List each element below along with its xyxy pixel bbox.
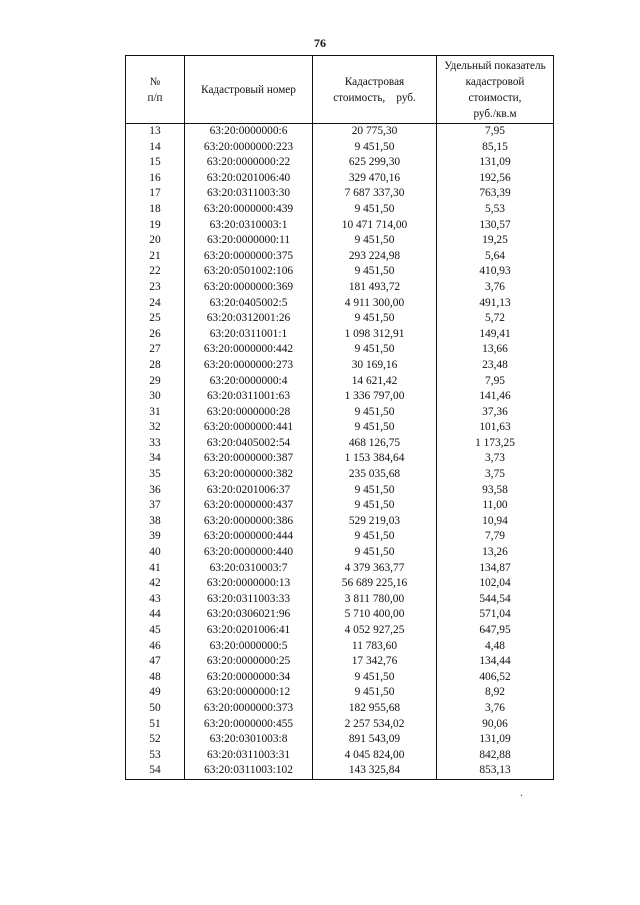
header-cadastral-cost bbox=[313, 56, 437, 124]
specific-index-cell: 101,63 bbox=[437, 420, 554, 436]
specific-index-cell: 19,25 bbox=[437, 233, 554, 249]
specific-index-cell: 131,09 bbox=[437, 155, 554, 171]
cadastral-cost-cell: 4 052 927,25 bbox=[313, 623, 437, 639]
header-index-line1: Удельный показатель bbox=[444, 59, 546, 72]
specific-index-cell: 90,06 bbox=[437, 717, 554, 733]
header-cadastral-number-text: Кадастровый номер bbox=[201, 83, 296, 96]
table-row bbox=[126, 483, 554, 499]
cadastral-number-cell: 63:20:0405002:5 bbox=[185, 296, 313, 312]
specific-index-cell: 13,66 bbox=[437, 342, 554, 358]
cadastral-cost-cell: 9 451,50 bbox=[313, 140, 437, 156]
table-row bbox=[126, 685, 554, 701]
cadastral-number-cell: 63:20:0000000:22 bbox=[185, 155, 313, 171]
table-row bbox=[126, 436, 554, 452]
cadastral-cost-cell: 30 169,16 bbox=[313, 358, 437, 374]
header-number-line1: № bbox=[149, 75, 161, 88]
header-specific-index bbox=[437, 56, 554, 124]
table-row bbox=[126, 155, 554, 171]
cadastral-number-cell: 63:20:0000000:5 bbox=[185, 639, 313, 655]
row-number-cell: 16 bbox=[126, 171, 185, 187]
table-row bbox=[126, 280, 554, 296]
table-row bbox=[126, 342, 554, 358]
cadastral-number-cell: 63:20:0000000:441 bbox=[185, 420, 313, 436]
row-number-cell: 30 bbox=[126, 389, 185, 405]
specific-index-cell: 4,48 bbox=[437, 639, 554, 655]
header-index-line4: руб./кв.м bbox=[473, 107, 517, 120]
row-number-cell: 50 bbox=[126, 701, 185, 717]
row-number-cell: 34 bbox=[126, 451, 185, 467]
cadastral-cost-cell: 9 451,50 bbox=[313, 264, 437, 280]
specific-index-cell: 763,39 bbox=[437, 186, 554, 202]
table-row bbox=[126, 389, 554, 405]
header-cadastral-number bbox=[185, 56, 313, 124]
table-row bbox=[126, 405, 554, 421]
table-row bbox=[126, 218, 554, 234]
cadastral-number-cell: 63:20:0201006:41 bbox=[185, 623, 313, 639]
specific-index-cell: 85,15 bbox=[437, 140, 554, 156]
row-number-cell: 14 bbox=[126, 140, 185, 156]
specific-index-cell: 37,36 bbox=[437, 405, 554, 421]
cadastral-cost-cell: 293 224,98 bbox=[313, 249, 437, 265]
cadastral-cost-cell: 329 470,16 bbox=[313, 171, 437, 187]
table-row bbox=[126, 639, 554, 655]
table-row bbox=[126, 124, 554, 140]
specific-index-cell: 647,95 bbox=[437, 623, 554, 639]
cadastral-number-cell: 63:20:0000000:34 bbox=[185, 670, 313, 686]
row-number-cell: 46 bbox=[126, 639, 185, 655]
row-number-cell: 51 bbox=[126, 717, 185, 733]
cadastral-number-cell: 63:20:0000000:382 bbox=[185, 467, 313, 483]
table-header-row bbox=[126, 56, 554, 124]
specific-index-cell: 141,46 bbox=[437, 389, 554, 405]
row-number-cell: 13 bbox=[126, 124, 185, 140]
stray-mark: . bbox=[520, 785, 523, 799]
specific-index-cell: 3,76 bbox=[437, 280, 554, 296]
cadastral-number-cell: 63:20:0311003:102 bbox=[185, 763, 313, 779]
specific-index-cell: 5,72 bbox=[437, 311, 554, 327]
table-row bbox=[126, 732, 554, 748]
row-number-cell: 48 bbox=[126, 670, 185, 686]
cadastral-number-cell: 63:20:0000000:455 bbox=[185, 717, 313, 733]
cadastral-number-cell: 63:20:0000000:437 bbox=[185, 498, 313, 514]
cadastral-cost-cell: 56 689 225,16 bbox=[313, 576, 437, 592]
row-number-cell: 32 bbox=[126, 420, 185, 436]
cadastral-cost-cell: 2 257 534,02 bbox=[313, 717, 437, 733]
cadastral-number-cell: 63:20:0000000:369 bbox=[185, 280, 313, 296]
cadastral-number-cell: 63:20:0201006:37 bbox=[185, 483, 313, 499]
specific-index-cell: 102,04 bbox=[437, 576, 554, 592]
table-row bbox=[126, 654, 554, 670]
specific-index-cell: 5,64 bbox=[437, 249, 554, 265]
cadastral-cost-cell: 9 451,50 bbox=[313, 483, 437, 499]
cadastral-table bbox=[125, 55, 554, 780]
cadastral-cost-cell: 7 687 337,30 bbox=[313, 186, 437, 202]
cadastral-number-cell: 63:20:0312001:26 bbox=[185, 311, 313, 327]
cadastral-cost-cell: 4 911 300,00 bbox=[313, 296, 437, 312]
cadastral-number-cell: 63:20:0306021:96 bbox=[185, 607, 313, 623]
table-row bbox=[126, 623, 554, 639]
cadastral-number-cell: 63:20:0201006:40 bbox=[185, 171, 313, 187]
row-number-cell: 49 bbox=[126, 685, 185, 701]
cadastral-number-cell: 63:20:0311003:30 bbox=[185, 186, 313, 202]
cadastral-cost-cell: 1 098 312,91 bbox=[313, 327, 437, 343]
cadastral-number-cell: 63:20:0000000:12 bbox=[185, 685, 313, 701]
specific-index-cell: 10,94 bbox=[437, 514, 554, 530]
row-number-cell: 23 bbox=[126, 280, 185, 296]
row-number-cell: 21 bbox=[126, 249, 185, 265]
header-cost-line1: Кадастровая bbox=[344, 75, 405, 88]
specific-index-cell: 1 173,25 bbox=[437, 436, 554, 452]
row-number-cell: 17 bbox=[126, 186, 185, 202]
header-number bbox=[126, 56, 185, 124]
cadastral-number-cell: 63:20:0310003:7 bbox=[185, 561, 313, 577]
cadastral-number-cell: 63:20:0311001:1 bbox=[185, 327, 313, 343]
specific-index-cell: 134,44 bbox=[437, 654, 554, 670]
row-number-cell: 22 bbox=[126, 264, 185, 280]
cadastral-cost-cell: 10 471 714,00 bbox=[313, 218, 437, 234]
specific-index-cell: 11,00 bbox=[437, 498, 554, 514]
row-number-cell: 42 bbox=[126, 576, 185, 592]
table-body bbox=[126, 124, 554, 780]
cadastral-cost-cell: 235 035,68 bbox=[313, 467, 437, 483]
table-row bbox=[126, 514, 554, 530]
specific-index-cell: 13,26 bbox=[437, 545, 554, 561]
row-number-cell: 39 bbox=[126, 529, 185, 545]
row-number-cell: 44 bbox=[126, 607, 185, 623]
row-number-cell: 20 bbox=[126, 233, 185, 249]
cadastral-number-cell: 63:20:0000000:440 bbox=[185, 545, 313, 561]
table-row bbox=[126, 202, 554, 218]
cadastral-cost-cell: 1 153 384,64 bbox=[313, 451, 437, 467]
table-row bbox=[126, 498, 554, 514]
row-number-cell: 52 bbox=[126, 732, 185, 748]
table-row bbox=[126, 763, 554, 779]
specific-index-cell: 544,54 bbox=[437, 592, 554, 608]
specific-index-cell: 406,52 bbox=[437, 670, 554, 686]
specific-index-cell: 149,41 bbox=[437, 327, 554, 343]
cadastral-number-cell: 63:20:0000000:13 bbox=[185, 576, 313, 592]
cadastral-cost-cell: 891 543,09 bbox=[313, 732, 437, 748]
row-number-cell: 24 bbox=[126, 296, 185, 312]
cadastral-cost-cell: 5 710 400,00 bbox=[313, 607, 437, 623]
row-number-cell: 33 bbox=[126, 436, 185, 452]
table-row bbox=[126, 576, 554, 592]
row-number-cell: 37 bbox=[126, 498, 185, 514]
cadastral-number-cell: 63:20:0000000:439 bbox=[185, 202, 313, 218]
cadastral-number-cell: 63:20:0000000:25 bbox=[185, 654, 313, 670]
table-row bbox=[126, 233, 554, 249]
table-row bbox=[126, 249, 554, 265]
table-row bbox=[126, 451, 554, 467]
cadastral-cost-cell: 1 336 797,00 bbox=[313, 389, 437, 405]
table-row bbox=[126, 140, 554, 156]
cadastral-cost-cell: 529 219,03 bbox=[313, 514, 437, 530]
specific-index-cell: 853,13 bbox=[437, 763, 554, 779]
cadastral-number-cell: 63:20:0310003:1 bbox=[185, 218, 313, 234]
cadastral-number-cell: 63:20:0311001:63 bbox=[185, 389, 313, 405]
cadastral-number-cell: 63:20:0000000:373 bbox=[185, 701, 313, 717]
specific-index-cell: 7,79 bbox=[437, 529, 554, 545]
row-number-cell: 54 bbox=[126, 763, 185, 779]
table-row bbox=[126, 529, 554, 545]
specific-index-cell: 3,73 bbox=[437, 451, 554, 467]
table-row bbox=[126, 748, 554, 764]
specific-index-cell: 3,76 bbox=[437, 701, 554, 717]
cadastral-cost-cell: 625 299,30 bbox=[313, 155, 437, 171]
specific-index-cell: 8,92 bbox=[437, 685, 554, 701]
specific-index-cell: 3,75 bbox=[437, 467, 554, 483]
cadastral-cost-cell: 9 451,50 bbox=[313, 545, 437, 561]
specific-index-cell: 571,04 bbox=[437, 607, 554, 623]
cadastral-number-cell: 63:20:0000000:4 bbox=[185, 374, 313, 390]
cadastral-cost-cell: 11 783,60 bbox=[313, 639, 437, 655]
cadastral-cost-cell: 3 811 780,00 bbox=[313, 592, 437, 608]
cadastral-cost-cell: 9 451,50 bbox=[313, 670, 437, 686]
specific-index-cell: 93,58 bbox=[437, 483, 554, 499]
cadastral-number-cell: 63:20:0000000:387 bbox=[185, 451, 313, 467]
cadastral-number-cell: 63:20:0000000:28 bbox=[185, 405, 313, 421]
specific-index-cell: 192,56 bbox=[437, 171, 554, 187]
table-row bbox=[126, 717, 554, 733]
specific-index-cell: 131,09 bbox=[437, 732, 554, 748]
cadastral-cost-cell: 9 451,50 bbox=[313, 405, 437, 421]
cadastral-cost-cell: 468 126,75 bbox=[313, 436, 437, 452]
row-number-cell: 47 bbox=[126, 654, 185, 670]
row-number-cell: 36 bbox=[126, 483, 185, 499]
specific-index-cell: 410,93 bbox=[437, 264, 554, 280]
cadastral-cost-cell: 9 451,50 bbox=[313, 233, 437, 249]
row-number-cell: 27 bbox=[126, 342, 185, 358]
specific-index-cell: 130,57 bbox=[437, 218, 554, 234]
specific-index-cell: 134,87 bbox=[437, 561, 554, 577]
row-number-cell: 41 bbox=[126, 561, 185, 577]
cadastral-cost-cell: 182 955,68 bbox=[313, 701, 437, 717]
row-number-cell: 40 bbox=[126, 545, 185, 561]
table-row bbox=[126, 171, 554, 187]
cadastral-number-cell: 63:20:0000000:444 bbox=[185, 529, 313, 545]
row-number-cell: 29 bbox=[126, 374, 185, 390]
row-number-cell: 53 bbox=[126, 748, 185, 764]
cadastral-number-cell: 63:20:0405002:54 bbox=[185, 436, 313, 452]
specific-index-cell: 491,13 bbox=[437, 296, 554, 312]
cadastral-cost-cell: 9 451,50 bbox=[313, 202, 437, 218]
table-row bbox=[126, 670, 554, 686]
table-row bbox=[126, 607, 554, 623]
table-row bbox=[126, 358, 554, 374]
cadastral-cost-cell: 9 451,50 bbox=[313, 420, 437, 436]
specific-index-cell: 7,95 bbox=[437, 124, 554, 140]
cadastral-number-cell: 63:20:0311003:31 bbox=[185, 748, 313, 764]
row-number-cell: 28 bbox=[126, 358, 185, 374]
cadastral-cost-cell: 20 775,30 bbox=[313, 124, 437, 140]
row-number-cell: 45 bbox=[126, 623, 185, 639]
cadastral-number-cell: 63:20:0311003:33 bbox=[185, 592, 313, 608]
cadastral-number-cell: 63:20:0000000:6 bbox=[185, 124, 313, 140]
specific-index-cell: 5,53 bbox=[437, 202, 554, 218]
row-number-cell: 15 bbox=[126, 155, 185, 171]
cadastral-number-cell: 63:20:0000000:442 bbox=[185, 342, 313, 358]
table-row bbox=[126, 420, 554, 436]
cadastral-number-cell: 63:20:0000000:273 bbox=[185, 358, 313, 374]
specific-index-cell: 7,95 bbox=[437, 374, 554, 390]
row-number-cell: 19 bbox=[126, 218, 185, 234]
cadastral-number-cell: 63:20:0000000:375 bbox=[185, 249, 313, 265]
cadastral-cost-cell: 9 451,50 bbox=[313, 685, 437, 701]
table-row bbox=[126, 186, 554, 202]
specific-index-cell: 23,48 bbox=[437, 358, 554, 374]
cadastral-cost-cell: 17 342,76 bbox=[313, 654, 437, 670]
cadastral-cost-cell: 9 451,50 bbox=[313, 529, 437, 545]
row-number-cell: 18 bbox=[126, 202, 185, 218]
table-row bbox=[126, 701, 554, 717]
table-row bbox=[126, 374, 554, 390]
header-index-line3: стоимости, bbox=[468, 91, 522, 104]
cadastral-number-cell: 63:20:0301003:8 bbox=[185, 732, 313, 748]
header-number-line2: п/п bbox=[147, 91, 163, 104]
table-row bbox=[126, 311, 554, 327]
cadastral-cost-cell: 9 451,50 bbox=[313, 498, 437, 514]
header-index-line2: кадастровой bbox=[465, 75, 525, 88]
row-number-cell: 25 bbox=[126, 311, 185, 327]
table-row bbox=[126, 467, 554, 483]
cadastral-number-cell: 63:20:0000000:11 bbox=[185, 233, 313, 249]
cadastral-cost-cell: 14 621,42 bbox=[313, 374, 437, 390]
cadastral-cost-cell: 4 045 824,00 bbox=[313, 748, 437, 764]
row-number-cell: 43 bbox=[126, 592, 185, 608]
cadastral-number-cell: 63:20:0000000:223 bbox=[185, 140, 313, 156]
row-number-cell: 26 bbox=[126, 327, 185, 343]
row-number-cell: 38 bbox=[126, 514, 185, 530]
table-row bbox=[126, 264, 554, 280]
table-row bbox=[126, 561, 554, 577]
cadastral-cost-cell: 9 451,50 bbox=[313, 342, 437, 358]
row-number-cell: 31 bbox=[126, 405, 185, 421]
cadastral-number-cell: 63:20:0000000:386 bbox=[185, 514, 313, 530]
page-number: 76 bbox=[314, 36, 326, 50]
cadastral-number-cell: 63:20:0501002:106 bbox=[185, 264, 313, 280]
specific-index-cell: 842,88 bbox=[437, 748, 554, 764]
cadastral-cost-cell: 9 451,50 bbox=[313, 311, 437, 327]
cadastral-cost-cell: 4 379 363,77 bbox=[313, 561, 437, 577]
cadastral-cost-cell: 143 325,84 bbox=[313, 763, 437, 779]
table-row bbox=[126, 545, 554, 561]
row-number-cell: 35 bbox=[126, 467, 185, 483]
table-row bbox=[126, 592, 554, 608]
table-row bbox=[126, 296, 554, 312]
table-row bbox=[126, 327, 554, 343]
header-cost-line2: стоимость, руб. bbox=[333, 91, 416, 104]
cadastral-cost-cell: 181 493,72 bbox=[313, 280, 437, 296]
